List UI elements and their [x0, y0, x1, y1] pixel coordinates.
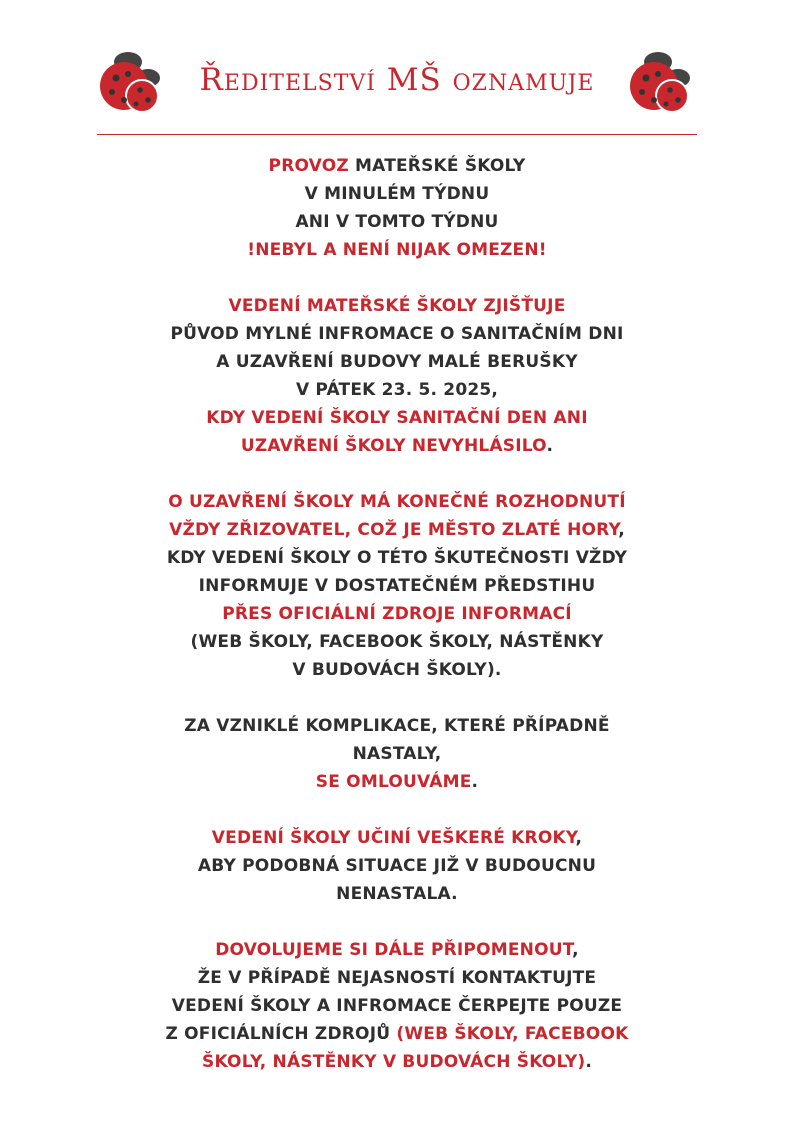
announcement-body: [60, 152, 734, 1104]
body-text: ABY PODOBNÁ SITUACE JIŽ V BUDOUCNU: [197, 856, 597, 876]
body-text: ,: [572, 940, 579, 960]
text-line: [60, 208, 734, 236]
text-line: [60, 236, 734, 264]
text-line: [60, 320, 734, 348]
paragraph: [60, 712, 734, 796]
text-line: [60, 404, 734, 432]
text-line: [60, 740, 734, 768]
text-line: [60, 544, 734, 572]
highlighted-text: DOVOLUJEME SI DÁLE PŘIPOMENOUT: [215, 940, 573, 960]
text-line: [60, 292, 734, 320]
body-text: NASTALY,: [352, 744, 442, 764]
body-text: V MINULÉM TÝDNU: [304, 184, 490, 204]
page-title: Ředitelství MŠ oznamuje: [199, 62, 595, 98]
body-text: .: [546, 436, 554, 456]
text-line: [60, 880, 734, 908]
body-text: ,: [618, 520, 625, 540]
text-line: [60, 992, 734, 1020]
text-line: [60, 488, 734, 516]
text-line: [60, 600, 734, 628]
body-text: NENASTALA.: [336, 884, 458, 904]
body-text: PŮVOD MYLNÉ INFROMACE O SANITAČNÍM DNI: [170, 324, 624, 344]
body-text: MATEŘSKÉ ŠKOLY: [348, 156, 526, 176]
ladybug-icon: [628, 44, 698, 114]
divider: [97, 134, 697, 135]
body-text: ,: [575, 828, 583, 848]
text-line: [60, 348, 734, 376]
paragraph: [60, 292, 734, 460]
text-line: [60, 656, 734, 684]
body-text: VEDENÍ ŠKOLY A INFROMACE ČERPEJTE POUZE: [171, 996, 623, 1016]
body-text: (WEB ŠKOLY, FACEBOOK ŠKOLY, NÁSTĚNKY: [190, 632, 604, 652]
highlighted-text: VŽDY ZŘIZOVATEL, COŽ JE MĚSTO ZLATÉ HORY: [169, 520, 619, 540]
highlighted-text: UZAVŘENÍ ŠKOLY NEVYHLÁSILO: [240, 436, 547, 456]
text-line: [60, 572, 734, 600]
body-text: Z OFICIÁLNÍCH ZDROJŮ: [165, 1024, 391, 1044]
text-line: [60, 712, 734, 740]
text-line: [60, 824, 734, 852]
body-text: A UZAVŘENÍ BUDOVY MALÉ BERUŠKY: [216, 352, 578, 372]
text-line: [60, 768, 734, 796]
text-line: [60, 628, 734, 656]
text-line: [60, 180, 734, 208]
text-line: [60, 376, 734, 404]
highlighted-text: PŘES OFICIÁLNÍ ZDROJE INFORMACÍ: [222, 604, 572, 624]
body-text: INFORMUJE V DOSTATEČNÉM PŘEDSTIHU: [198, 576, 596, 596]
header: [0, 40, 794, 120]
body-text: ŽE V PŘÍPADĚ NEJASNOSTÍ KONTAKTUJTE: [197, 968, 597, 988]
highlighted-text: ŠKOLY, NÁSTĚNKY V BUDOVÁCH ŠKOLY): [202, 1052, 586, 1072]
body-text: .: [471, 772, 479, 792]
text-line: [60, 1020, 734, 1048]
body-text: V PÁTEK 23. 5. 2025,: [295, 380, 499, 400]
text-line: [60, 516, 734, 544]
body-text: KDY VEDENÍ ŠKOLY O TÉTO ŠKUTEČNOSTI VŽDY: [166, 548, 628, 568]
text-line: [60, 852, 734, 880]
text-line: [60, 152, 734, 180]
paragraph: [60, 152, 734, 264]
body-text: ANI V TOMTO TÝDNU: [295, 212, 499, 232]
highlighted-text: VEDENÍ MATEŘSKÉ ŠKOLY ZJIŠŤUJE: [228, 296, 566, 316]
body-text: ZA VZNIKLÉ KOMPLIKACE, KTERÉ PŘÍPADNĚ: [184, 716, 610, 736]
text-line: [60, 432, 734, 460]
text-line: [60, 964, 734, 992]
highlighted-text: O UZAVŘENÍ ŠKOLY MÁ KONEČNÉ ROZHODNUTÍ: [168, 492, 626, 512]
body-text: .: [585, 1052, 592, 1072]
highlighted-text: !NEBYL A NENÍ NIJAK OMEZEN!: [247, 240, 547, 260]
highlighted-text: SE OMLOUVÁME: [315, 772, 472, 792]
body-text: V BUDOVÁCH ŠKOLY).: [292, 660, 502, 680]
text-line: [60, 1048, 734, 1076]
highlighted-text: KDY VEDENÍ ŠKOLY SANITAČNÍ DEN ANI: [206, 408, 588, 428]
highlighted-text: PROVOZ: [268, 156, 349, 176]
paragraph: [60, 824, 734, 908]
paragraph: [60, 488, 734, 684]
text-line: [60, 936, 734, 964]
highlighted-text: VEDENÍ ŠKOLY UČINÍ VEŠKERÉ KROKY: [211, 828, 576, 848]
highlighted-text: (WEB ŠKOLY, FACEBOOK: [390, 1024, 629, 1044]
paragraph: [60, 936, 734, 1076]
